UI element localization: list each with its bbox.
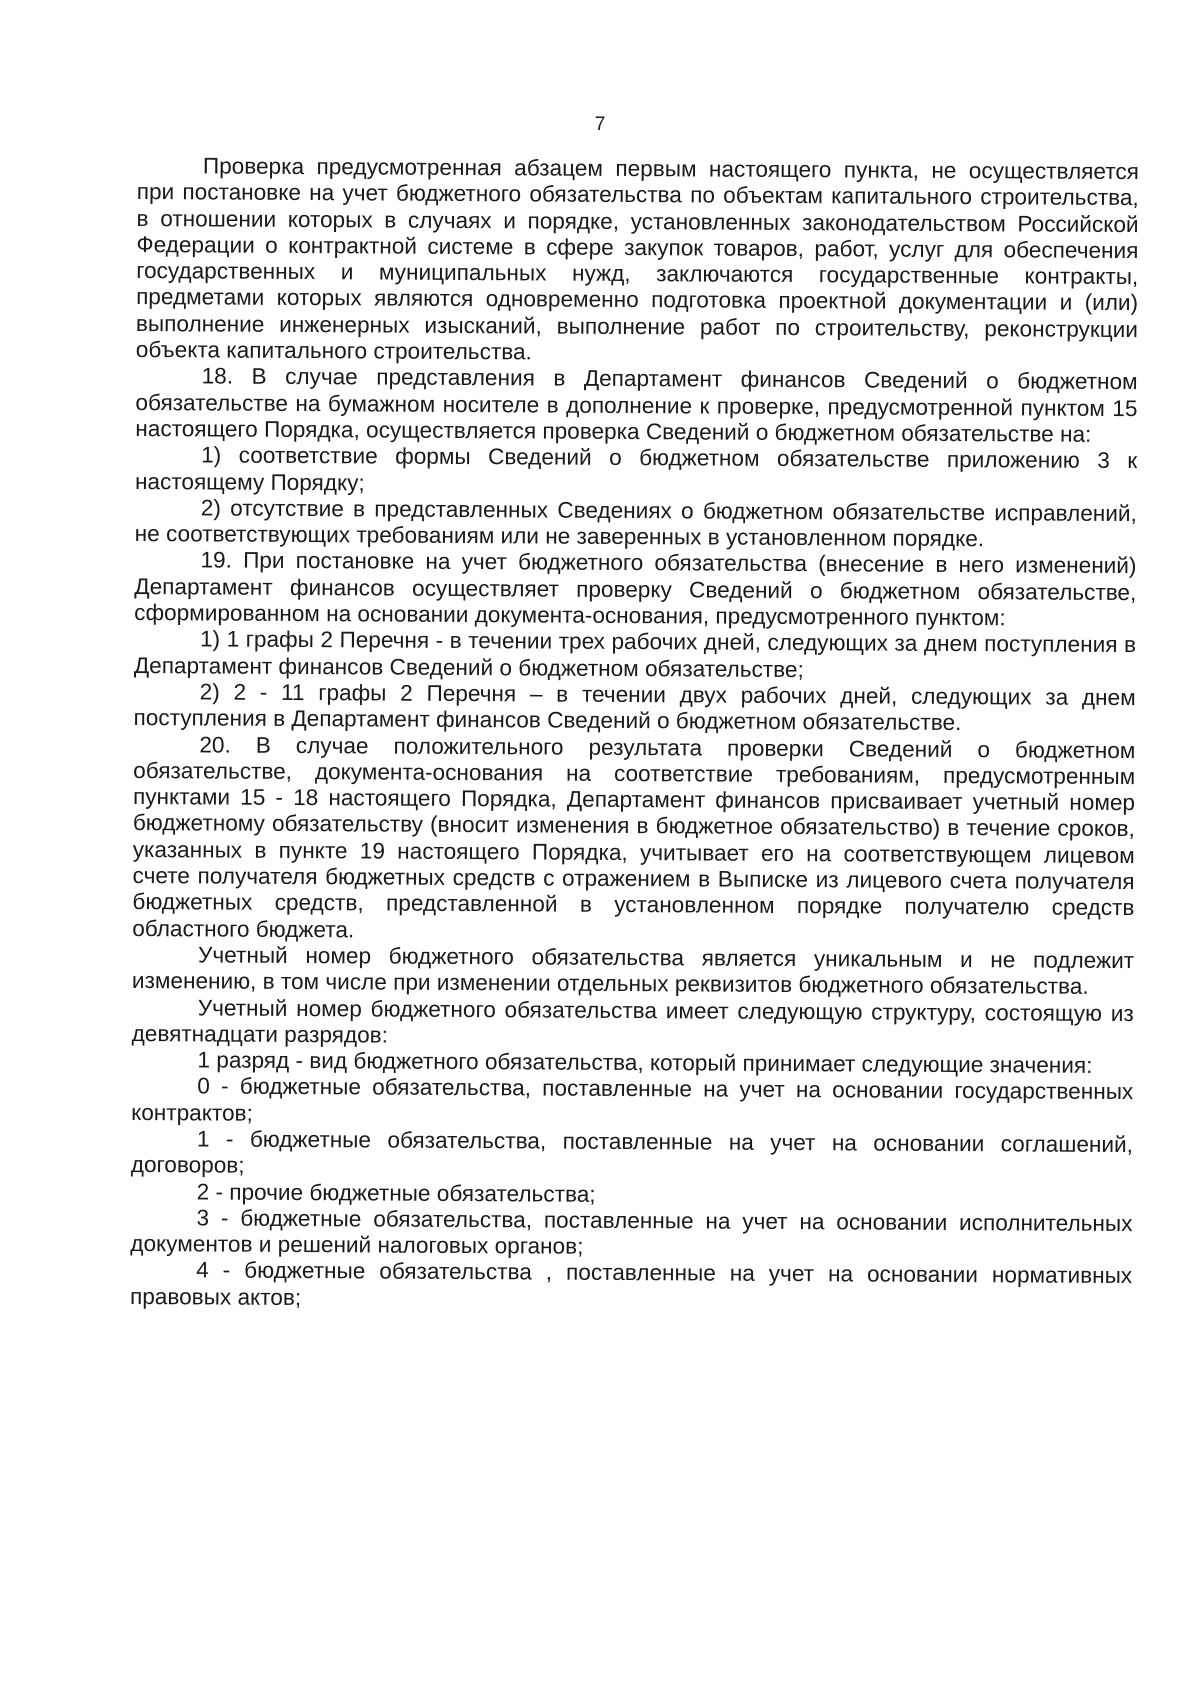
paragraph: 1 разряд - вид бюджетного обязательства, который принимает следующие значения:: [197, 1047, 1093, 1078]
paragraph: 1) 1 графы 2 Перечня - в течении трех рабочих дней, следующих за днем поступления в Департамент финансов Сведений о бюджетном обязательстве;: [133, 626, 1137, 682]
paragraph: Проверка предусмотренная абзацем первым настоящего пункта, не осуществляется при постановке на учет бюджетного обязательства по объектам капитального строительства, в отношении которых в случаях и порядке, установленных законодательством Российской Федерации о контрактной системе в сфере закупок товаров, работ, услуг для обеспечения государственных и муниципальных нужд, заключаются государственные контракты, предметами которых являются одновременно подготовка проектной документации и (или) выполнение инженерных изысканий, выполнение работ по строительству, реконструкции объекта капитального строительства.: [135, 153, 1139, 365]
paragraph: 1 - бюджетные обязательства, поставленные на учет на основании соглашений, договоров;: [130, 1126, 1134, 1178]
paragraph: 2) 2 - 11 графы 2 Перечня – в течении двух рабочих дней, следующих за днем поступления в Департамент финансов Сведений о бюджетном обязательстве.: [133, 679, 1136, 736]
page-number: 7: [594, 114, 606, 135]
paragraph: 18. В случае представления в Департамент финансов Сведений о бюджетном обязательстве на бумажном носителе в дополнение к проверке, предусмотренной пунктом 15 настоящего Порядка, осуществляется проверка Сведений о бюджетном обязательстве на:: [135, 363, 1138, 447]
paragraph: Учетный номер бюджетного обязательства имеет следующую структуру, состоящую из девятнадцати разрядов:: [131, 994, 1134, 1048]
paragraph: 20. В случае положительного результата проверки Сведений о бюджетном обязательстве, документа-основания на соответствие требованиям, предусмотренным пунктами 15 - 18 настоящего Порядка, Департамент финансов присваивает учетный номер бюджетному обязательству (вносит изменения в бюджетное обязательство) в течение сроков, указанных в пункте 19 настоящего Порядка, учитывает его на соответствующем лицевом счете получателя бюджетных средств с отражением в Выписке из лицевого счета получателя бюджетных средств, представленной в установленном порядке получателю средств областного бюджета.: [132, 731, 1136, 942]
paragraph: 3 - бюджетные обязательства, поставленные на учет на основании исполнительных документов и решений налоговых органов;: [130, 1205, 1133, 1259]
paragraph: 4 - бюджетные обязательства , поставленные на учет на основании нормативных правовых актов;: [129, 1257, 1133, 1310]
paragraph: 2 - прочие бюджетные обязательства;: [196, 1178, 596, 1207]
paragraph: 1) соответствие формы Сведений о бюджетном обязательстве приложению 3 к настоящему Порядку;: [134, 442, 1138, 495]
paragraph: 19. При постановке на учет бюджетного обязательства (внесение в него изменений) Департамент финансов осуществляет проверку Сведений о бюджетном обязательстве, сформированном на основании документа-основания, предусмотренного пунктом:: [134, 547, 1137, 631]
paragraph: Учетный номер бюджетного обязательства является уникальным и не подлежит изменению, в том числе при изменении отдельных реквизитов бюджетного обязательства.: [131, 942, 1135, 1000]
paragraph: 0 - бюджетные обязательства, поставленные на учет на основании государственных контрактов;: [131, 1073, 1134, 1126]
paragraph: 2) отсутствие в представленных Сведениях о бюджетном обязательстве исправлений, не соответствующих требованиям или не заверенных в установленном порядке.: [134, 495, 1137, 552]
document-body: [130, 153, 1139, 1316]
